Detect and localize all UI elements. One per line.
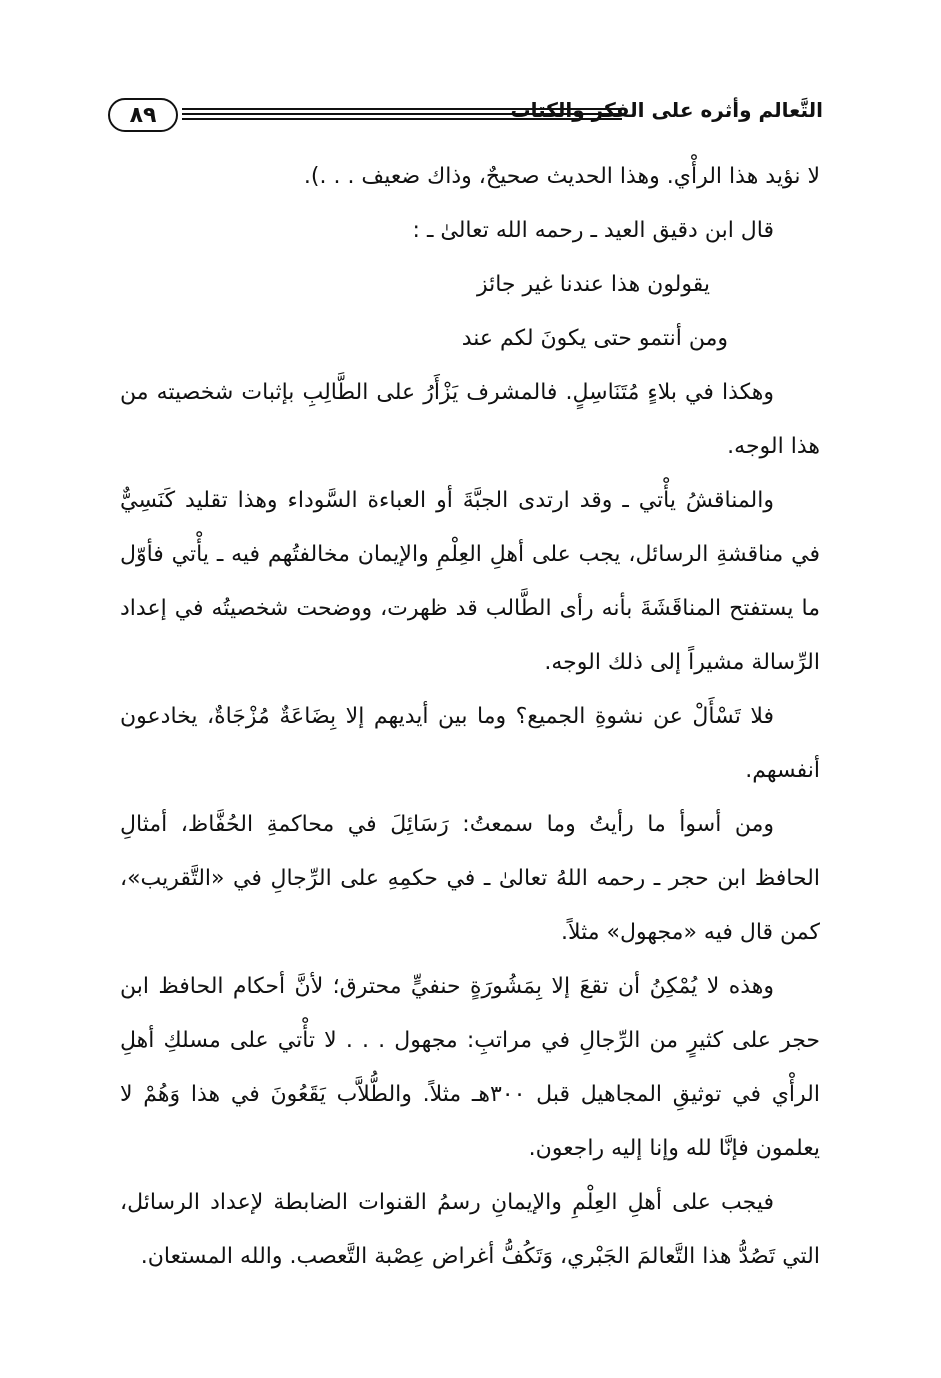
paragraph-8: فيجب على أهلِ العِلْمِ والإيمانِ رسمُ القنوات الضابطة لإعداد الرسائل، التي تَصُدُّ هذا التَّعالمَ الجَبْري، وَتَكُفُّ أغراض عِصْبة التَّعصب. والله المستعان. xyxy=(120,1190,820,1269)
page-header xyxy=(108,96,823,138)
paragraph-1: لا نؤيد هذا الرأْي. وهذا الحديث صحيحٌ، وذاك ضعيف . . .). xyxy=(303,164,820,189)
page-body xyxy=(120,150,820,1284)
paragraph-5: فلا تَسْأَلْ عن نشوةِ الجميع؟ وما بين أيديهم إلا بِضَاعَةٌ مُزْجَاةٌ، يخادعون أنفسهم. xyxy=(120,704,820,783)
paragraph-4: والمناقشُ يأْتي ـ وقد ارتدى الجبَّةَ أو العباءة السَّوداء وهذا تقليد كَنَسِيٌّ في مناقشةِ الرسائل، يجب على أهلِ العِلْمِ والإيمان مخالفتُهم فيه ـ يأْتي فأوّل ما يستفتح المناقَشَةَ بأنه رأى الطَّالب قد ظهرت، ووضحت شخصيتُه في إعداد الرِّسالة مشيراً إلى ذلك الوجه. xyxy=(120,488,820,675)
paragraph-3: وهكذا في بلاءٍ مُتَنَاسِلٍ. فالمشرف يَزْأَرُ على الطَّالِبِ بإثبات شخصيته من هذا الوجه. xyxy=(120,380,820,459)
paragraph-6: ومن أسوأ ما رأيتُ وما سمعتُ: رَسَائِلَ في محاكمةِ الحُفَّاظ، أمثالِ الحافظ ابن حجر ـ رحمه اللهُ تعالىٰ ـ في حكمِهِ على الرِّجالِ في «التَّقريب»، كمن قال فيه «مجهول» مثلاً. xyxy=(120,812,820,945)
running-title: التَّعالم وأثره على الفكر والكتاب xyxy=(510,98,823,122)
poem-line-2: ومن أنتمو حتى يكونَ لكم عند xyxy=(461,326,728,351)
paragraph-7: وهذه لا يُمْكِنُ أن تقعَ إلا بِمَشُورَةٍ حنفيٍّ محترق؛ لأنَّ أحكام الحافظ ابن حجر على كثيرٍ من الرِّجالِ في مراتبِ: مجهول . . . لا تأْتي على مسلكِ أهلِ الرأْي في توثيقِ المجاهيل قبل ٣٠٠هـ مثلاً. والطُّلاَّب يَقَعُونَ في هذا وَهُمْ لا يعلمون فإنَّا لله وإنا إليه راجعون. xyxy=(120,974,820,1161)
poem-line-1: يقولون هذا عندنا غير جائز xyxy=(476,272,710,297)
page-number: ٨٩ xyxy=(108,98,178,132)
paragraph-2: قال ابن دقيق العيد ـ رحمه الله تعالىٰ ـ : xyxy=(412,218,774,243)
